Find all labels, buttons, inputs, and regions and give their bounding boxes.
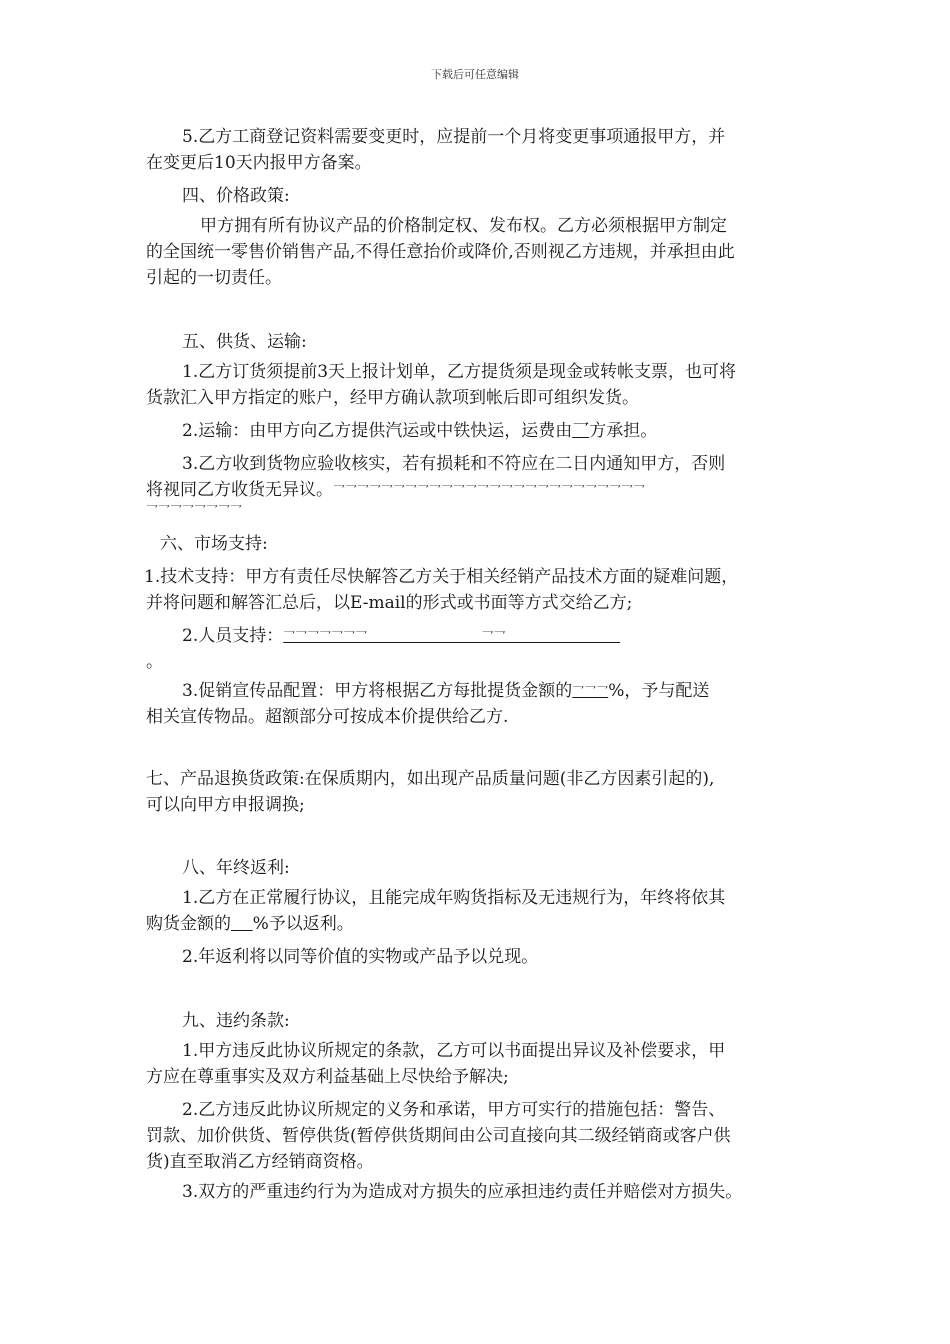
paragraph-line: 购货金额的 %予以返利。 bbox=[146, 914, 354, 934]
blank-field: 乛乛乛乛乛乛乛 乛乛 bbox=[283, 630, 621, 644]
paragraph-line: 1.甲方违反此协议所规定的条款，乙方可以书面提出异议及补偿要求，甲 bbox=[182, 1041, 726, 1061]
paragraph-line: 2.人员支持：乛乛乛乛乛乛乛 乛乛 bbox=[182, 626, 621, 646]
section-heading-price: 四、价格政策: bbox=[182, 186, 290, 206]
paragraph-line: 货)直至取消乙方经销商资格。 bbox=[146, 1152, 374, 1172]
page-header: 下载后可任意编辑 bbox=[431, 68, 519, 81]
paragraph-line: 甲方拥有所有协议产品的价格制定权、发布权。乙方必须根据甲方制定 bbox=[200, 216, 727, 236]
paragraph-line: 并将问题和解答汇总后，以E-mail的形式或书面等方式交给乙方; bbox=[146, 593, 633, 613]
paragraph-line: 3.双方的严重违约行为为造成对方损失的应承担违约责任并赔偿对方损失。 bbox=[182, 1182, 743, 1202]
paragraph-line: 将视同乙方收货无异议。乛乛乛乛乛乛乛乛乛乛乛乛乛乛乛乛乛乛乛乛乛乛乛乛乛乛 bbox=[146, 480, 646, 500]
paragraph-line: 2.年返利将以同等价值的实物或产品予以兑现。 bbox=[182, 947, 539, 967]
section-heading-rebate: 八、年终返利: bbox=[182, 858, 290, 878]
paragraph-line: 2.运输：由甲方向乙方提供汽运或中铁快运，运费由乛方承担。 bbox=[182, 421, 658, 441]
paragraph-line: 方应在尊重事实及双方利益基础上尽快给予解决; bbox=[146, 1067, 509, 1087]
section-heading-breach: 九、违约条款: bbox=[182, 1011, 290, 1031]
paragraph-line: 罚款、加价供货、暂停供货(暂停供货期间由公司直接向其二级经销商或客户供 bbox=[146, 1126, 731, 1146]
blank-field: 乛乛乛乛乛乛乛乛 bbox=[146, 504, 243, 518]
blank-field: 乛乛乛 bbox=[572, 685, 609, 699]
paragraph-line: 5.乙方工商登记资料需要变更时，应提前一个月将变更事项通报甲方，并 bbox=[182, 127, 726, 147]
paragraph-line: 相关宣传物品。超额部分可按成本价提供给乙方. bbox=[146, 707, 509, 727]
paragraph-line: 2.乙方违反此协议所规定的义务和承诺，甲方可实行的措施包括：警告、 bbox=[182, 1100, 726, 1120]
blank-field: 乛乛乛乛乛乛乛乛乛乛乛乛乛乛乛乛乛乛乛乛乛乛乛乛乛乛 bbox=[333, 484, 646, 498]
paragraph-line: 在变更后10天内报甲方备案。 bbox=[146, 153, 372, 173]
section-heading-market: 六、市场支持: bbox=[160, 534, 268, 554]
section-heading-supply: 五、供货、运输: bbox=[182, 332, 307, 352]
paragraph-line: 引起的一切责任。 bbox=[146, 268, 282, 288]
paragraph-line: 的全国统一零售价销售产品,不得任意抬价或降价,否则视乙方违规，并承担由此 bbox=[146, 242, 735, 262]
paragraph-line: 1.乙方在正常履行协议，且能完成年购货指标及无违规行为，年终将依其 bbox=[182, 888, 726, 908]
section-heading-returns: 七、产品退换货政策:在保质期内，如出现产品质量问题(非乙方因素引起的), bbox=[146, 769, 715, 789]
paragraph-line: 可以向甲方申报调换; bbox=[146, 795, 305, 815]
paragraph-line: 。 bbox=[146, 652, 163, 672]
paragraph-line: 3.乙方收到货物应验收核实，若有损耗和不符应在二日内通知甲方，否则 bbox=[182, 454, 726, 474]
blank-field bbox=[231, 914, 253, 934]
paragraph-line: 1.技术支持：甲方有责任尽快解答乙方关于相关经销产品技术方面的疑难问题， bbox=[144, 567, 739, 587]
blank-field: 乛 bbox=[572, 421, 590, 441]
paragraph-line: 1.乙方订货须提前3天上报计划单，乙方提货须是现金或转帐支票，也可将 bbox=[182, 362, 737, 382]
paragraph-line: 货款汇入甲方指定的账户，经甲方确认款项到帐后即可组织发货。 bbox=[146, 388, 639, 408]
paragraph-line: 3.促销宣传品配置：甲方将根据乙方每批提货金额的乛乛乛%，予与配送 bbox=[182, 681, 710, 701]
